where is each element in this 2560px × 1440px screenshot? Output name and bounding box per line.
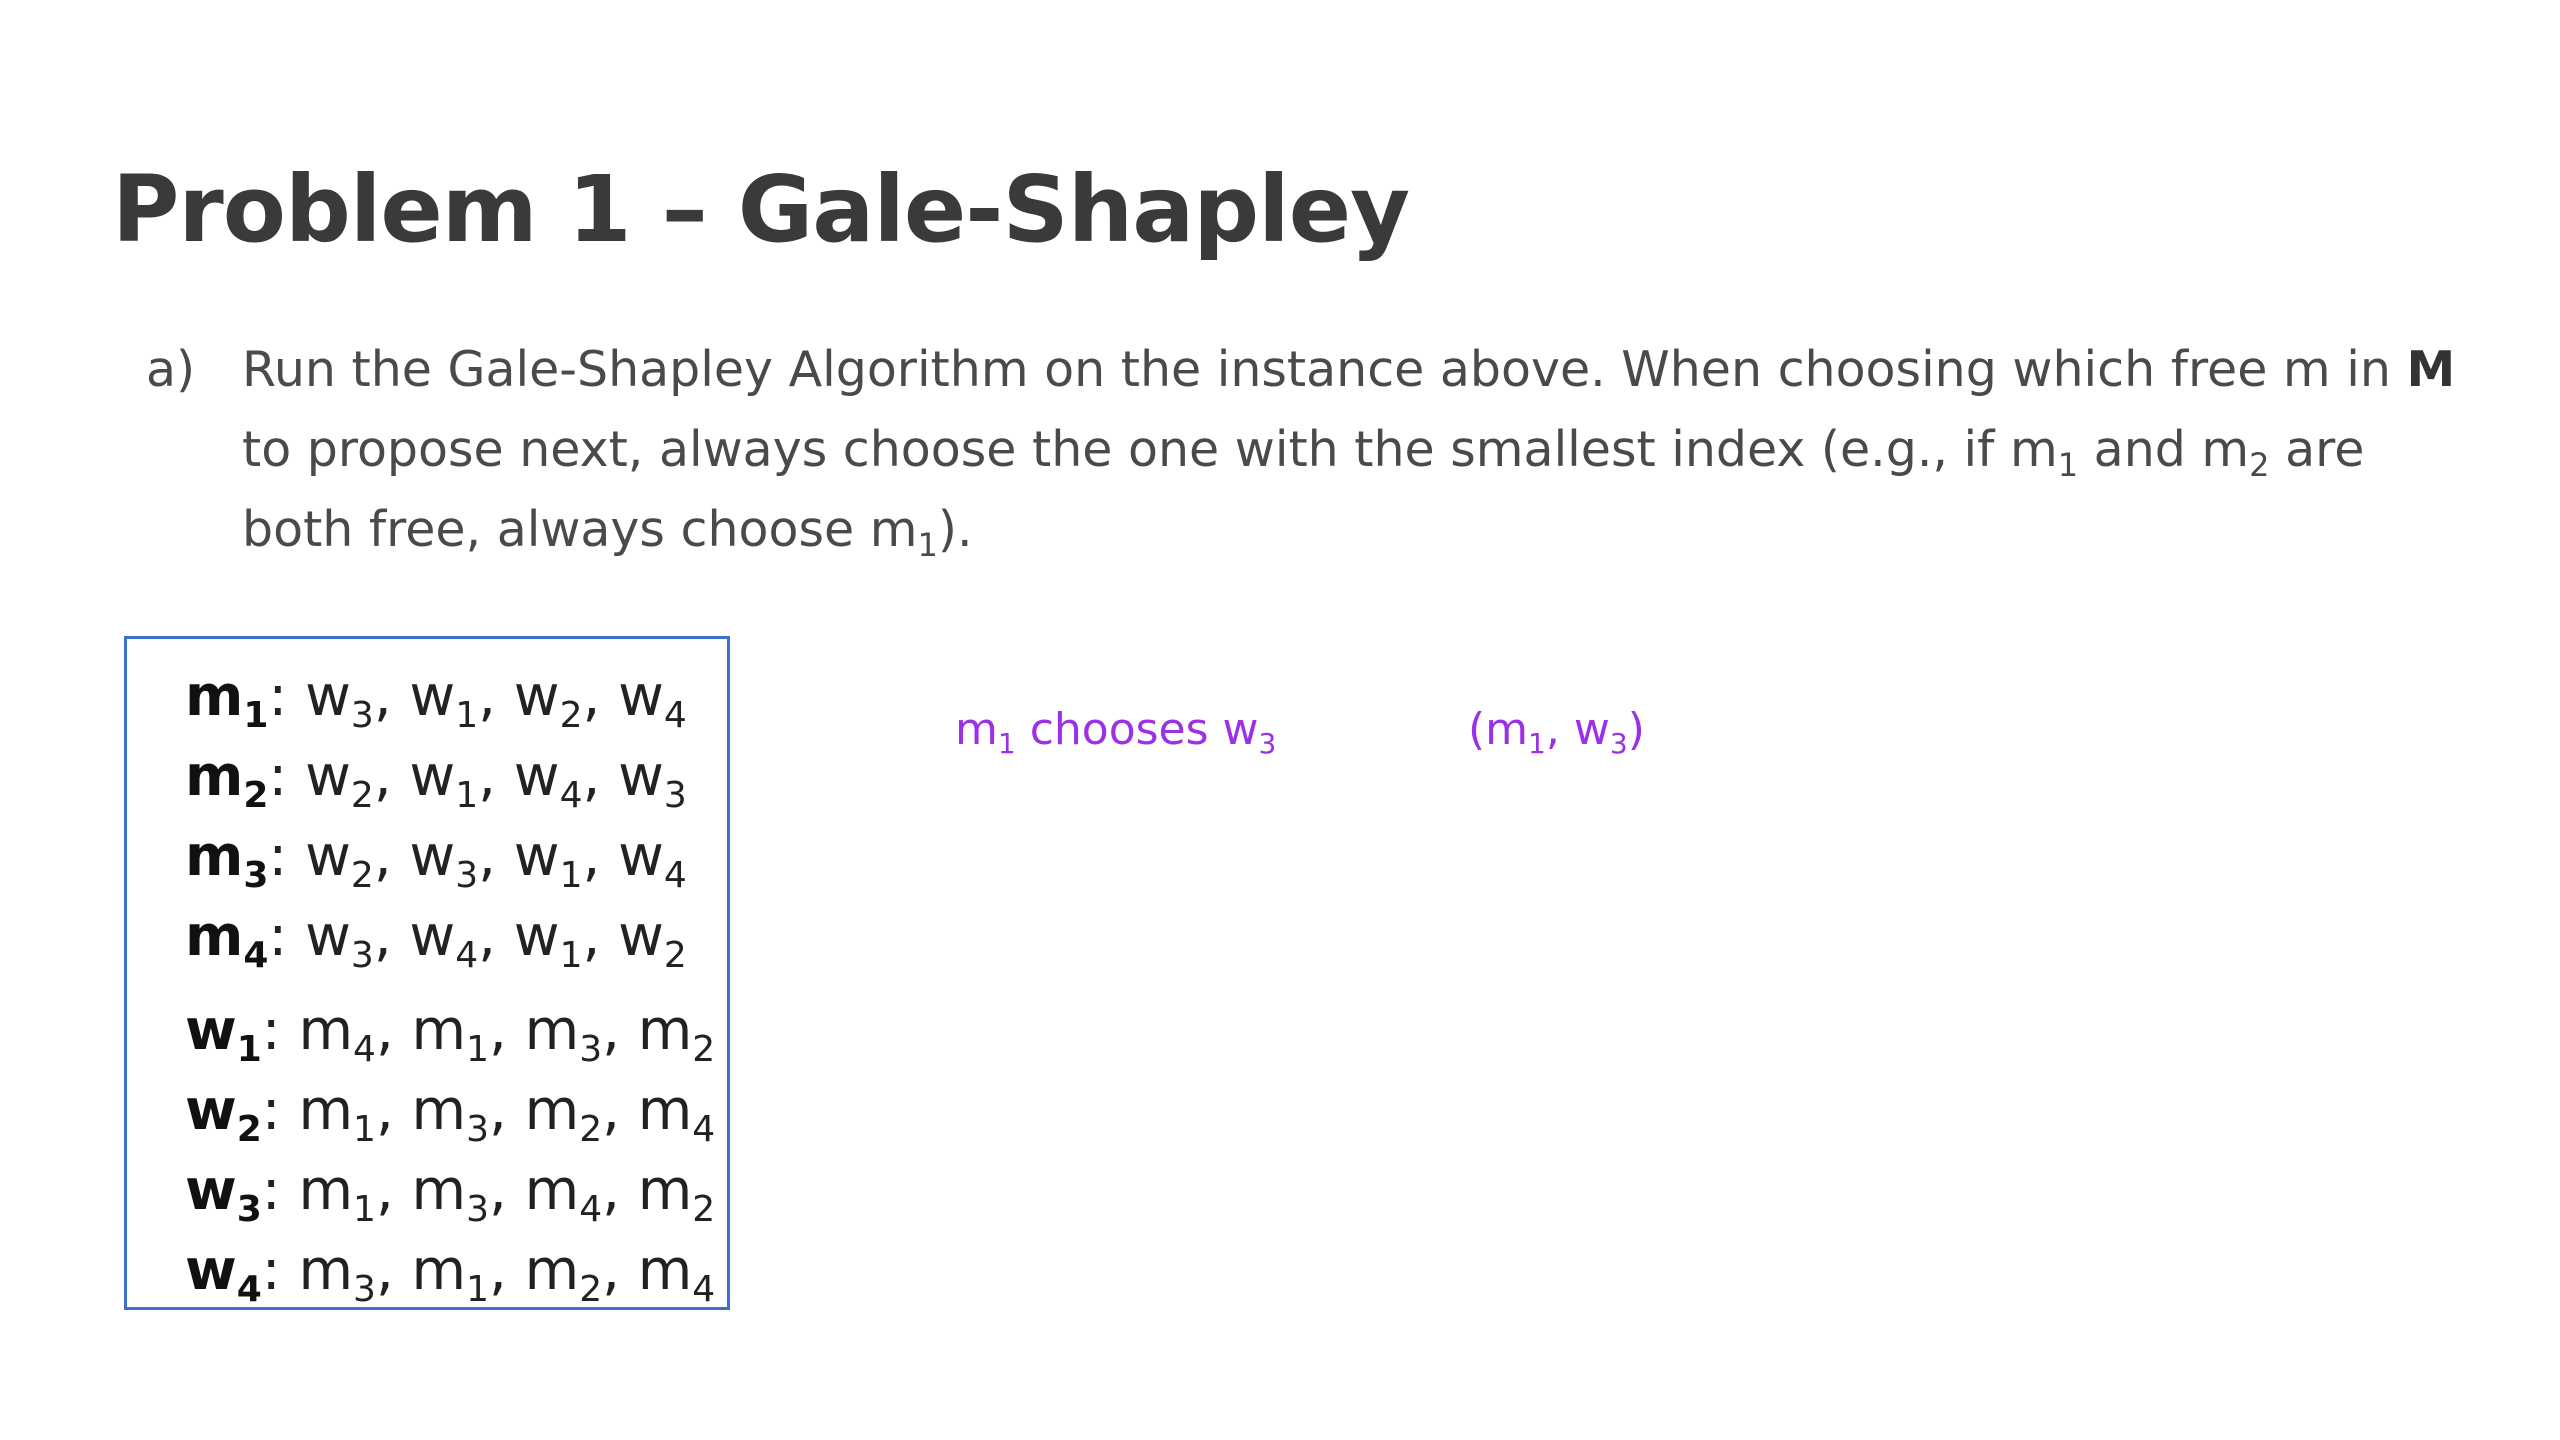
separator: , xyxy=(582,824,619,889)
annotation-pair xyxy=(1468,700,1645,760)
subscript: 2 xyxy=(2249,446,2270,484)
pref-letter: m xyxy=(411,1238,467,1303)
pref-index: 2 xyxy=(350,855,374,896)
pref-letter: m xyxy=(411,1158,467,1223)
pref-index: 4 xyxy=(663,695,687,736)
pref-letter: w xyxy=(409,664,456,729)
pref-letter: w xyxy=(409,744,456,809)
women-pref-row xyxy=(185,1151,727,1231)
pair-close: ) xyxy=(1627,704,1645,755)
women-preferences xyxy=(185,991,727,1311)
pref-index: 3 xyxy=(466,1109,490,1150)
colon: : xyxy=(268,664,306,729)
owner-letter: w xyxy=(185,1078,237,1143)
pref-letter: m xyxy=(298,998,354,1063)
pref-item xyxy=(305,744,374,816)
pref-letter: m xyxy=(637,998,693,1063)
pref-letter: m xyxy=(411,1078,467,1143)
separator: , xyxy=(375,1158,412,1223)
men-pref-row xyxy=(185,657,727,737)
pref-item xyxy=(298,998,376,1070)
pref-item xyxy=(411,1078,490,1150)
separator: , xyxy=(602,998,638,1063)
separator: , xyxy=(489,1158,525,1223)
owner-index: 2 xyxy=(243,775,269,816)
pref-index: 4 xyxy=(559,775,583,816)
pref-index: 2 xyxy=(559,695,583,736)
pref-index: 1 xyxy=(353,1109,376,1150)
pref-index: 2 xyxy=(692,1029,716,1070)
pref-item xyxy=(411,1238,490,1310)
pref-index: 3 xyxy=(579,1029,603,1070)
pref-letter: w xyxy=(305,824,351,889)
pref-owner xyxy=(185,744,269,816)
pref-index: 1 xyxy=(353,1189,376,1230)
pref-index: 3 xyxy=(350,695,374,736)
men-pref-row xyxy=(185,737,727,817)
pref-index: 4 xyxy=(353,1029,376,1070)
pref-letter: w xyxy=(513,744,560,809)
question-marker: a) xyxy=(146,341,196,398)
pref-letter: m xyxy=(637,1078,693,1143)
pref-letter: w xyxy=(305,744,351,809)
subscript: 1 xyxy=(2057,446,2079,484)
pref-letter: w xyxy=(409,904,456,969)
question-text-part: to propose next, always choose the one with the smallest index (e.g., if m xyxy=(242,421,2058,478)
question-text xyxy=(242,330,2466,570)
pref-item xyxy=(637,1238,716,1310)
pair-m: m xyxy=(1485,704,1529,755)
pref-index: 1 xyxy=(559,935,583,976)
pref-item xyxy=(618,824,687,896)
owner-letter: m xyxy=(185,744,244,809)
pref-owner xyxy=(185,998,262,1070)
pref-index: 4 xyxy=(579,1189,603,1230)
pref-index: 3 xyxy=(663,775,687,816)
pref-owner xyxy=(185,824,269,896)
pref-item xyxy=(298,1158,376,1230)
pref-owner xyxy=(185,664,269,736)
pref-index: 4 xyxy=(692,1269,716,1310)
owner-index: 1 xyxy=(236,1029,262,1070)
pref-index: 1 xyxy=(466,1029,490,1070)
owner-letter: w xyxy=(185,1158,237,1223)
owner-index: 2 xyxy=(236,1109,262,1150)
pref-item xyxy=(298,1078,376,1150)
separator: , xyxy=(478,904,514,969)
pref-item xyxy=(305,904,374,976)
pair-w: w xyxy=(1573,704,1610,755)
separator: , xyxy=(602,1158,638,1223)
pref-index: 4 xyxy=(455,935,479,976)
pref-item xyxy=(305,824,374,896)
pref-item xyxy=(411,1158,490,1230)
question-text-part: ). xyxy=(937,501,973,558)
owner-letter: m xyxy=(185,824,244,889)
pref-letter: w xyxy=(305,664,351,729)
pref-owner xyxy=(185,1238,262,1310)
owner-index: 1 xyxy=(243,695,269,736)
owner-index: 4 xyxy=(243,935,269,976)
separator: , xyxy=(373,824,410,889)
pref-item xyxy=(618,744,687,816)
pref-index: 1 xyxy=(466,1269,490,1310)
pref-item xyxy=(513,904,583,976)
pref-letter: m xyxy=(524,998,580,1063)
colon: : xyxy=(261,1078,299,1143)
annotation-step xyxy=(955,700,1276,760)
pref-letter: w xyxy=(618,904,664,969)
pref-index: 3 xyxy=(350,935,374,976)
pref-index: 2 xyxy=(579,1109,603,1150)
owner-index: 4 xyxy=(236,1269,262,1310)
owner-letter: w xyxy=(185,998,237,1063)
pref-item xyxy=(409,744,479,816)
men-pref-row xyxy=(185,817,727,897)
set-m-bold: M xyxy=(2406,341,2456,398)
owner-index: 3 xyxy=(236,1189,262,1230)
pref-item xyxy=(618,664,687,736)
pref-letter: m xyxy=(298,1158,354,1223)
subscript: 3 xyxy=(1258,727,1277,760)
pref-item xyxy=(409,824,479,896)
pref-letter: w xyxy=(305,904,351,969)
subscript: 1 xyxy=(997,727,1016,760)
annotation-verb: chooses xyxy=(1015,704,1223,755)
pref-letter: m xyxy=(524,1238,580,1303)
question-a xyxy=(146,330,2466,570)
pref-item xyxy=(637,1078,716,1150)
pref-letter: m xyxy=(524,1078,580,1143)
pref-letter: w xyxy=(618,744,664,809)
pref-letter: m xyxy=(298,1078,354,1143)
pref-letter: m xyxy=(298,1238,354,1303)
separator: , xyxy=(602,1078,638,1143)
pref-item xyxy=(637,998,716,1070)
colon: : xyxy=(261,998,299,1063)
women-pref-row xyxy=(185,991,727,1071)
pref-item xyxy=(298,1238,376,1310)
owner-letter: w xyxy=(185,1238,237,1303)
separator: , xyxy=(373,664,410,729)
separator: , xyxy=(582,664,619,729)
women-pref-row xyxy=(185,1071,727,1151)
pref-letter: m xyxy=(637,1158,693,1223)
women-pref-row xyxy=(185,1231,727,1311)
pref-owner xyxy=(185,1078,262,1150)
colon: : xyxy=(261,1238,299,1303)
pref-item xyxy=(513,744,583,816)
pref-letter: w xyxy=(513,824,560,889)
pref-index: 3 xyxy=(455,855,479,896)
separator: , xyxy=(582,744,619,809)
pref-index: 2 xyxy=(692,1189,716,1230)
owner-letter: m xyxy=(185,904,244,969)
slide-title: Problem 1 – Gale-Shapley xyxy=(112,156,1410,263)
pref-index: 1 xyxy=(455,695,479,736)
owner-letter: m xyxy=(185,664,244,729)
pref-letter: m xyxy=(411,998,467,1063)
separator: , xyxy=(582,904,619,969)
separator: , xyxy=(375,998,412,1063)
subscript: 3 xyxy=(1609,727,1628,760)
pref-index: 1 xyxy=(559,855,583,896)
pref-letter: w xyxy=(618,664,664,729)
separator: , xyxy=(375,1078,412,1143)
pref-item xyxy=(637,1158,716,1230)
separator: , xyxy=(375,1238,412,1303)
pref-item xyxy=(409,664,479,736)
pref-item xyxy=(305,664,374,736)
separator: , xyxy=(489,1078,525,1143)
colon: : xyxy=(268,824,306,889)
pref-index: 1 xyxy=(455,775,479,816)
pref-owner xyxy=(185,1158,262,1230)
pref-letter: w xyxy=(513,664,560,729)
pref-letter: w xyxy=(409,824,456,889)
annotation-w: w xyxy=(1222,704,1259,755)
separator: , xyxy=(373,744,410,809)
annotation-m: m xyxy=(955,704,998,755)
colon: : xyxy=(268,744,306,809)
subscript: 1 xyxy=(917,526,938,564)
pref-item xyxy=(524,1078,603,1150)
question-text-part: are both free, always choose m xyxy=(242,421,2365,558)
pref-index: 3 xyxy=(466,1189,490,1230)
preference-lists-box xyxy=(124,636,730,1310)
separator: , xyxy=(478,744,514,809)
pref-letter: w xyxy=(618,824,664,889)
owner-index: 3 xyxy=(243,855,269,896)
pref-index: 4 xyxy=(692,1109,716,1150)
pref-letter: m xyxy=(637,1238,693,1303)
men-preferences xyxy=(185,657,727,977)
separator: , xyxy=(489,998,525,1063)
pref-item xyxy=(411,998,490,1070)
pref-index: 2 xyxy=(579,1269,603,1310)
pair-open: ( xyxy=(1468,704,1486,755)
separator: , xyxy=(602,1238,638,1303)
question-text-part: and m xyxy=(2078,421,2250,478)
pref-letter: m xyxy=(524,1158,580,1223)
pref-index: 4 xyxy=(663,855,687,896)
pref-index: 2 xyxy=(350,775,374,816)
pair-sep: , xyxy=(1545,704,1574,755)
separator: , xyxy=(373,904,410,969)
subscript: 1 xyxy=(1528,727,1546,760)
pref-letter: w xyxy=(513,904,560,969)
pref-item xyxy=(524,1158,603,1230)
pref-index: 2 xyxy=(663,935,687,976)
colon: : xyxy=(268,904,306,969)
pref-item xyxy=(524,998,603,1070)
pref-item xyxy=(524,1238,603,1310)
separator: , xyxy=(489,1238,525,1303)
separator: , xyxy=(478,664,514,729)
question-text-part: Run the Gale-Shapley Algorithm on the instance above. When choosing which free m in xyxy=(242,341,2407,398)
colon: : xyxy=(261,1158,299,1223)
men-pref-row xyxy=(185,897,727,977)
pref-item xyxy=(513,824,583,896)
pref-index: 3 xyxy=(353,1269,376,1310)
pref-owner xyxy=(185,904,269,976)
separator: , xyxy=(478,824,514,889)
pref-item xyxy=(513,664,583,736)
pref-item xyxy=(409,904,479,976)
pref-item xyxy=(618,904,687,976)
